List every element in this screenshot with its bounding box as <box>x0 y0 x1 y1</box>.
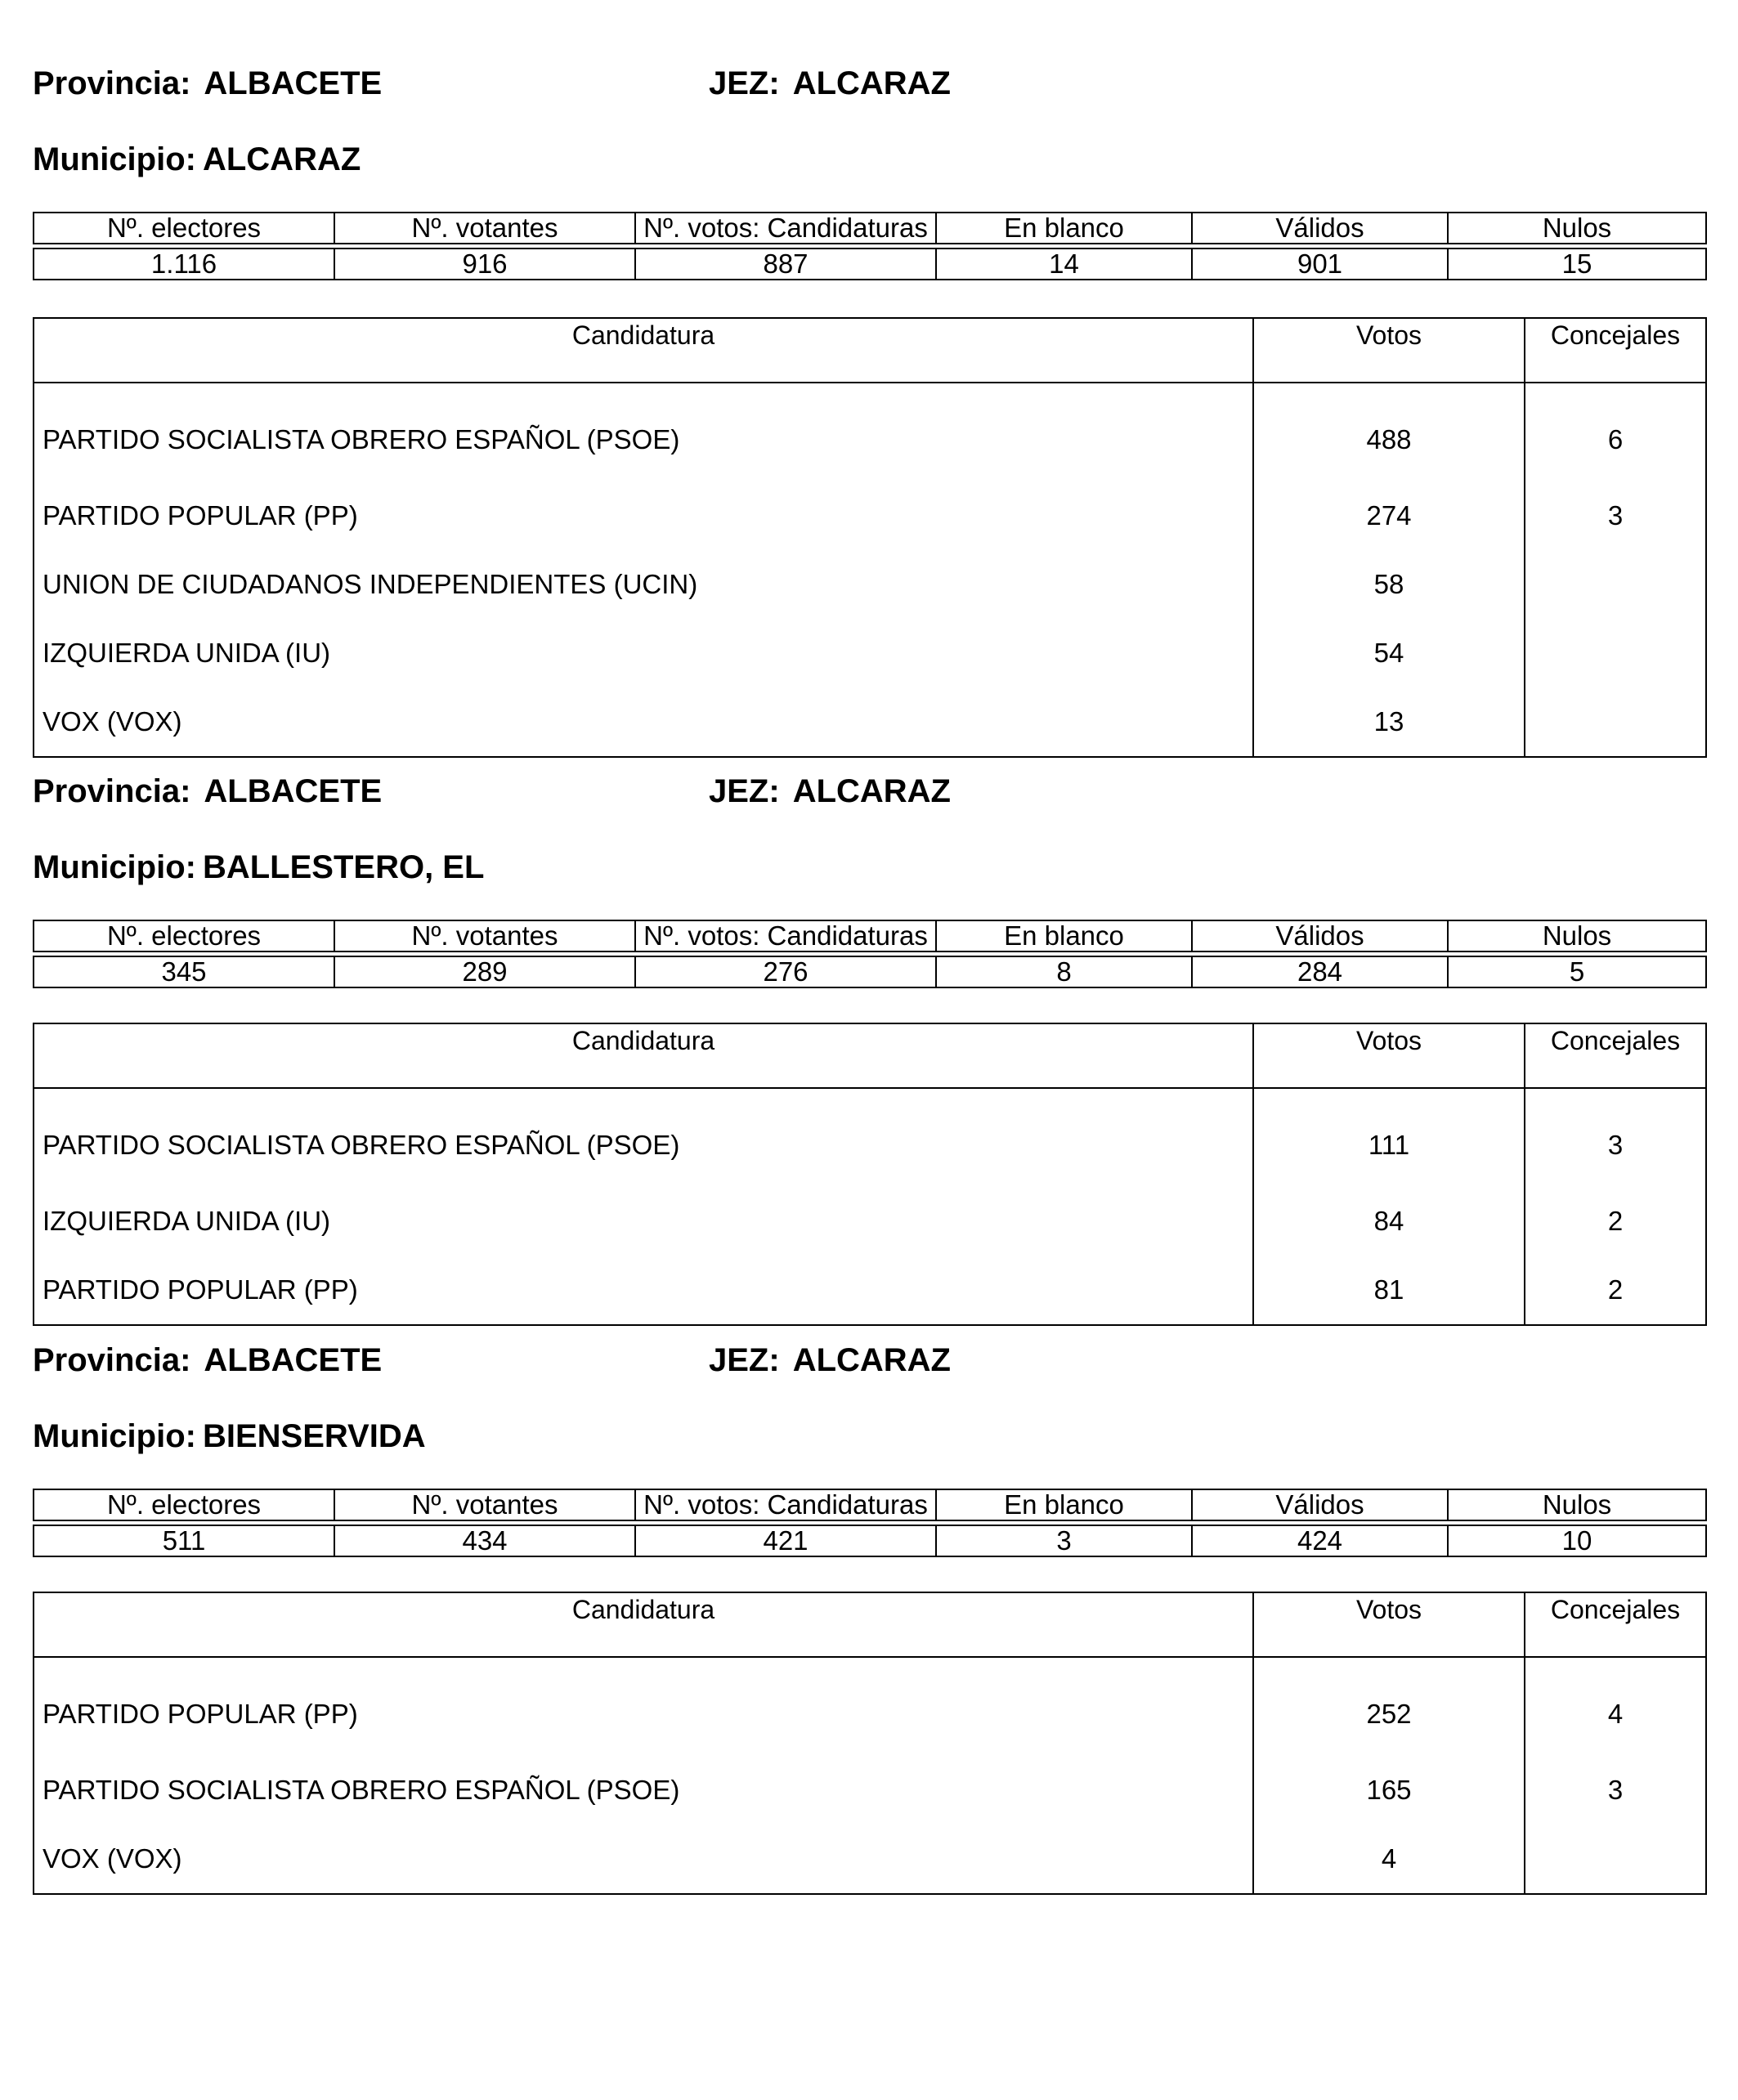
candidaturas-header-row <box>34 1592 1706 1657</box>
stats-value-cell: 284 <box>1192 956 1448 987</box>
provincia-heading: Provincia: ALBACETE <box>33 1342 383 1378</box>
stats-header-cell: Válidos <box>1192 920 1448 951</box>
table-row <box>34 1825 1706 1894</box>
table-row <box>34 687 1706 757</box>
candidatura-header: Candidatura <box>34 1592 1253 1657</box>
candidatura-header: Candidatura <box>34 318 1253 383</box>
stats-header-cell: Válidos <box>1192 213 1448 244</box>
stats-header-cell: Nº. votos: Candidaturas <box>635 213 936 244</box>
table-row <box>34 550 1706 619</box>
stats-header-cell: Nº. votantes <box>334 1489 635 1520</box>
concejales-value: 3 <box>1525 481 1706 550</box>
table-row <box>34 383 1706 481</box>
candidatura-name: VOX (VOX) <box>34 687 1253 757</box>
stats-header-cell: En blanco <box>936 920 1192 951</box>
stats-value-cell: 424 <box>1192 1525 1448 1556</box>
concejales-value: 3 <box>1525 1088 1706 1187</box>
votos-value: 165 <box>1253 1756 1525 1825</box>
stats-value-cell: 15 <box>1448 249 1706 280</box>
votos-header: Votos <box>1253 318 1525 383</box>
stats-table <box>33 920 1707 988</box>
provincia-value: ALBACETE <box>204 65 383 101</box>
stats-value-cell: 434 <box>334 1525 635 1556</box>
stats-value-cell: 901 <box>1192 249 1448 280</box>
concejales-value <box>1525 687 1706 757</box>
stats-value-row <box>34 1525 1706 1556</box>
candidatura-name: VOX (VOX) <box>34 1825 1253 1894</box>
candidatura-name: IZQUIERDA UNIDA (IU) <box>34 1187 1253 1256</box>
stats-header-cell: En blanco <box>936 213 1192 244</box>
stats-value-cell: 3 <box>936 1525 1192 1556</box>
stats-value-cell: 1.116 <box>34 249 334 280</box>
provincia-value: ALBACETE <box>204 1342 383 1378</box>
stats-header-cell: Nulos <box>1448 920 1706 951</box>
votos-value: 488 <box>1253 383 1525 481</box>
stats-header-cell: Válidos <box>1192 1489 1448 1520</box>
stats-header-cell: Nº. votantes <box>334 920 635 951</box>
votos-value: 111 <box>1253 1088 1525 1187</box>
table-row <box>34 1088 1706 1187</box>
candidatura-name: PARTIDO POPULAR (PP) <box>34 1256 1253 1325</box>
concejales-value: 6 <box>1525 383 1706 481</box>
stats-value-cell: 345 <box>34 956 334 987</box>
candidaturas-header-row <box>34 1023 1706 1088</box>
municipio-value: ALCARAZ <box>202 141 361 177</box>
candidatura-name: UNION DE CIUDADANOS INDEPENDIENTES (UCIN) <box>34 550 1253 619</box>
stats-value-cell: 916 <box>334 249 635 280</box>
municipio-heading: Municipio: ALCARAZ <box>33 141 361 177</box>
stats-header-cell: Nº. electores <box>34 213 334 244</box>
stats-table <box>33 1489 1707 1557</box>
stats-header-cell: Nº. votos: Candidaturas <box>635 920 936 951</box>
jez-value: ALCARAZ <box>792 773 951 809</box>
votos-value: 84 <box>1253 1187 1525 1256</box>
stats-value-row <box>34 249 1706 280</box>
municipio-heading: Municipio: BALLESTERO, EL <box>33 849 485 885</box>
concejales-value <box>1525 1825 1706 1894</box>
votos-value: 13 <box>1253 687 1525 757</box>
concejales-value: 2 <box>1525 1187 1706 1256</box>
stats-value-cell: 8 <box>936 956 1192 987</box>
votos-value: 54 <box>1253 619 1525 687</box>
stats-value-cell: 511 <box>34 1525 334 1556</box>
concejales-header: Concejales <box>1525 318 1706 383</box>
stats-header-cell: Nº. electores <box>34 1489 334 1520</box>
stats-value-cell: 5 <box>1448 956 1706 987</box>
votos-value: 4 <box>1253 1825 1525 1894</box>
concejales-value <box>1525 619 1706 687</box>
stats-value-row <box>34 956 1706 987</box>
table-row <box>34 619 1706 687</box>
candidaturas-table <box>33 1592 1707 1895</box>
jez-heading: JEZ: ALCARAZ <box>709 773 951 809</box>
stats-value-cell: 276 <box>635 956 936 987</box>
candidaturas-header-row <box>34 318 1706 383</box>
candidatura-name: PARTIDO POPULAR (PP) <box>34 1657 1253 1756</box>
candidatura-name: PARTIDO SOCIALISTA OBRERO ESPAÑOL (PSOE) <box>34 383 1253 481</box>
stats-value-cell: 14 <box>936 249 1192 280</box>
stats-header-cell: Nº. votantes <box>334 213 635 244</box>
stats-header-cell: Nulos <box>1448 1489 1706 1520</box>
votos-value: 58 <box>1253 550 1525 619</box>
table-row <box>34 1187 1706 1256</box>
concejales-value: 4 <box>1525 1657 1706 1756</box>
table-row <box>34 481 1706 550</box>
provincia-value: ALBACETE <box>204 773 383 809</box>
concejales-value: 2 <box>1525 1256 1706 1325</box>
stats-header-row <box>34 1489 1706 1520</box>
table-row <box>34 1756 1706 1825</box>
jez-value: ALCARAZ <box>792 65 951 101</box>
votos-value: 252 <box>1253 1657 1525 1756</box>
candidaturas-table <box>33 317 1707 758</box>
candidatura-name: IZQUIERDA UNIDA (IU) <box>34 619 1253 687</box>
stats-value-cell: 10 <box>1448 1525 1706 1556</box>
candidatura-header: Candidatura <box>34 1023 1253 1088</box>
stats-table <box>33 212 1707 280</box>
jez-heading: JEZ: ALCARAZ <box>709 65 951 101</box>
stats-header-cell: Nº. electores <box>34 920 334 951</box>
stats-header-row <box>34 920 1706 951</box>
concejales-header: Concejales <box>1525 1023 1706 1088</box>
votos-value: 81 <box>1253 1256 1525 1325</box>
votos-header: Votos <box>1253 1023 1525 1088</box>
votos-value: 274 <box>1253 481 1525 550</box>
candidaturas-table <box>33 1023 1707 1326</box>
votos-header: Votos <box>1253 1592 1525 1657</box>
table-row <box>34 1256 1706 1325</box>
stats-value-cell: 887 <box>635 249 936 280</box>
municipio-value: BALLESTERO, EL <box>202 849 485 885</box>
municipio-heading: Municipio: BIENSERVIDA <box>33 1418 426 1454</box>
concejales-value <box>1525 550 1706 619</box>
table-row <box>34 1657 1706 1756</box>
stats-header-row <box>34 213 1706 244</box>
stats-value-cell: 289 <box>334 956 635 987</box>
stats-header-cell: Nº. votos: Candidaturas <box>635 1489 936 1520</box>
stats-value-cell: 421 <box>635 1525 936 1556</box>
jez-heading: JEZ: ALCARAZ <box>709 1342 951 1378</box>
concejales-header: Concejales <box>1525 1592 1706 1657</box>
municipio-value: BIENSERVIDA <box>202 1418 426 1454</box>
candidatura-name: PARTIDO SOCIALISTA OBRERO ESPAÑOL (PSOE) <box>34 1088 1253 1187</box>
jez-value: ALCARAZ <box>792 1342 951 1378</box>
stats-header-cell: En blanco <box>936 1489 1192 1520</box>
candidatura-name: PARTIDO POPULAR (PP) <box>34 481 1253 550</box>
provincia-heading: Provincia: ALBACETE <box>33 65 383 101</box>
stats-header-cell: Nulos <box>1448 213 1706 244</box>
provincia-heading: Provincia: ALBACETE <box>33 773 383 809</box>
concejales-value: 3 <box>1525 1756 1706 1825</box>
candidatura-name: PARTIDO SOCIALISTA OBRERO ESPAÑOL (PSOE) <box>34 1756 1253 1825</box>
